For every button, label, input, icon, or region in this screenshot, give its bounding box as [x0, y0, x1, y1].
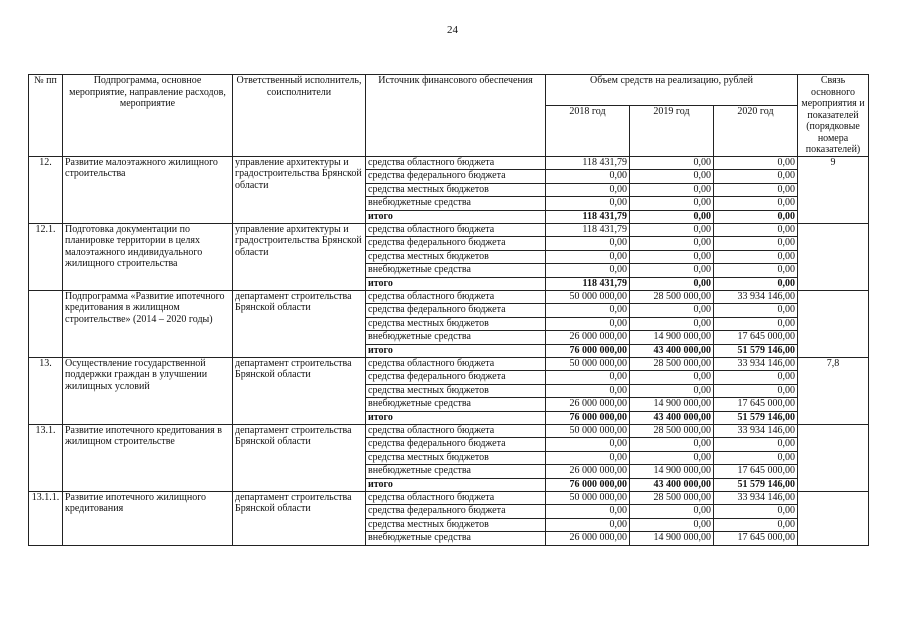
indicator-link: [798, 491, 869, 545]
amount-2018: 118 431,79: [546, 210, 630, 223]
executor-name: управление архитектуры и градостроительства Брянской области: [233, 156, 366, 223]
amount-2020: 33 934 146,00: [714, 357, 798, 371]
amount-2020: 0,00: [714, 170, 798, 184]
amount-2020: 0,00: [714, 183, 798, 197]
program-name: Развитие ипотечного жилищного кредитования: [63, 491, 233, 545]
funding-table: [28, 74, 869, 546]
table-body: [29, 156, 869, 545]
amount-2018: 0,00: [546, 451, 630, 465]
amount-2020: 17 645 000,00: [714, 532, 798, 546]
amount-2018: 0,00: [546, 237, 630, 251]
amount-2019: 0,00: [630, 384, 714, 398]
amount-2020: 0,00: [714, 371, 798, 385]
funding-source: средства областного бюджета: [366, 424, 546, 438]
funding-source: средства областного бюджета: [366, 223, 546, 237]
amount-2019: 43 400 000,00: [630, 411, 714, 424]
header-year-2020: 2020 год: [714, 105, 798, 156]
amount-2019: 0,00: [630, 170, 714, 184]
amount-2019: 28 500 000,00: [630, 491, 714, 505]
amount-2019: 0,00: [630, 371, 714, 385]
amount-2020: 33 934 146,00: [714, 424, 798, 438]
funding-source: внебюджетные средства: [366, 264, 546, 278]
amount-2018: 118 431,79: [546, 277, 630, 290]
table-row: [29, 424, 869, 438]
funding-source: средства областного бюджета: [366, 290, 546, 304]
funding-source: средства федерального бюджета: [366, 237, 546, 251]
amount-2019: 0,00: [630, 277, 714, 290]
amount-2018: 0,00: [546, 438, 630, 452]
amount-2020: 0,00: [714, 304, 798, 318]
amount-2018: 0,00: [546, 183, 630, 197]
funding-source: внебюджетные средства: [366, 331, 546, 345]
amount-2020: 51 579 146,00: [714, 411, 798, 424]
table-row: [29, 491, 869, 505]
amount-2019: 0,00: [630, 264, 714, 278]
table-header: [29, 75, 869, 157]
amount-2020: 0,00: [714, 250, 798, 264]
amount-2020: 17 645 000,00: [714, 331, 798, 345]
amount-2018: 50 000 000,00: [546, 491, 630, 505]
amount-2019: 14 900 000,00: [630, 465, 714, 479]
row-number: 13.1.: [29, 424, 63, 491]
funding-source: средства федерального бюджета: [366, 505, 546, 519]
amount-2018: 50 000 000,00: [546, 290, 630, 304]
amount-2019: 28 500 000,00: [630, 290, 714, 304]
amount-2019: 0,00: [630, 505, 714, 519]
amount-2019: 14 900 000,00: [630, 532, 714, 546]
amount-2019: 0,00: [630, 250, 714, 264]
amount-2019: 14 900 000,00: [630, 331, 714, 345]
row-number: 12.1.: [29, 223, 63, 290]
amount-2019: 0,00: [630, 156, 714, 170]
row-number: 12.: [29, 156, 63, 223]
funding-source: итого: [366, 478, 546, 491]
executor-name: департамент строительства Брянской области: [233, 357, 366, 424]
amount-2020: 51 579 146,00: [714, 344, 798, 357]
funding-source: внебюджетные средства: [366, 197, 546, 211]
amount-2018: 26 000 000,00: [546, 398, 630, 412]
funding-source: итого: [366, 277, 546, 290]
amount-2019: 0,00: [630, 317, 714, 331]
funding-source: средства областного бюджета: [366, 491, 546, 505]
amount-2018: 0,00: [546, 197, 630, 211]
executor-name: департамент строительства Брянской области: [233, 424, 366, 491]
amount-2019: 28 500 000,00: [630, 424, 714, 438]
program-name: Подготовка документации по планировке территории в целях малоэтажного индивидуального жилищного строительства: [63, 223, 233, 290]
table-row: [29, 290, 869, 304]
amount-2020: 0,00: [714, 277, 798, 290]
header-num: № пп: [29, 75, 63, 157]
amount-2018: 76 000 000,00: [546, 344, 630, 357]
row-number: 13.1.1.: [29, 491, 63, 545]
amount-2020: 0,00: [714, 451, 798, 465]
funding-source: внебюджетные средства: [366, 398, 546, 412]
amount-2019: 0,00: [630, 197, 714, 211]
table-row: [29, 156, 869, 170]
amount-2018: 0,00: [546, 170, 630, 184]
amount-2019: 0,00: [630, 223, 714, 237]
amount-2018: 0,00: [546, 250, 630, 264]
amount-2018: 50 000 000,00: [546, 357, 630, 371]
header-year-2018: 2018 год: [546, 105, 630, 156]
amount-2019: 0,00: [630, 210, 714, 223]
amount-2020: 17 645 000,00: [714, 465, 798, 479]
indicator-link: [798, 290, 869, 357]
funding-source: внебюджетные средства: [366, 532, 546, 546]
amount-2020: 0,00: [714, 518, 798, 532]
amount-2018: 26 000 000,00: [546, 532, 630, 546]
amount-2018: 0,00: [546, 384, 630, 398]
amount-2020: 0,00: [714, 438, 798, 452]
amount-2019: 43 400 000,00: [630, 344, 714, 357]
indicator-link: 9: [798, 156, 869, 223]
row-number: [29, 290, 63, 357]
funding-source: средства местных бюджетов: [366, 518, 546, 532]
amount-2018: 0,00: [546, 304, 630, 318]
amount-2019: 0,00: [630, 518, 714, 532]
amount-2019: 0,00: [630, 304, 714, 318]
program-name: Осуществление государственной поддержки граждан в улучшении жилищных условий: [63, 357, 233, 424]
funding-source: средства местных бюджетов: [366, 183, 546, 197]
funding-source: средства местных бюджетов: [366, 317, 546, 331]
funding-source: средства местных бюджетов: [366, 451, 546, 465]
funding-source: внебюджетные средства: [366, 465, 546, 479]
indicator-link: [798, 223, 869, 290]
table-row: [29, 357, 869, 371]
amount-2018: 0,00: [546, 505, 630, 519]
funding-source: средства местных бюджетов: [366, 384, 546, 398]
funding-source: средства местных бюджетов: [366, 250, 546, 264]
funding-source: средства федерального бюджета: [366, 304, 546, 318]
amount-2019: 0,00: [630, 451, 714, 465]
amount-2018: 0,00: [546, 317, 630, 331]
amount-2020: 0,00: [714, 505, 798, 519]
amount-2018: 50 000 000,00: [546, 424, 630, 438]
amount-2020: 0,00: [714, 197, 798, 211]
program-name: Развитие малоэтажного жилищного строительства: [63, 156, 233, 223]
header-volume: Объем средств на реализацию, рублей: [546, 75, 798, 106]
executor-name: департамент строительства Брянской области: [233, 290, 366, 357]
funding-source: итого: [366, 411, 546, 424]
funding-source: средства федерального бюджета: [366, 170, 546, 184]
row-number: 13.: [29, 357, 63, 424]
funding-source: средства областного бюджета: [366, 357, 546, 371]
amount-2020: 0,00: [714, 384, 798, 398]
amount-2018: 0,00: [546, 371, 630, 385]
amount-2018: 118 431,79: [546, 156, 630, 170]
program-name: Подпрограмма «Развитие ипотечного кредитования в жилищном строительстве» (2014 – 2020 годы): [63, 290, 233, 357]
amount-2018: 26 000 000,00: [546, 331, 630, 345]
amount-2018: 76 000 000,00: [546, 411, 630, 424]
amount-2020: 0,00: [714, 237, 798, 251]
executor-name: управление архитектуры и градостроительства Брянской области: [233, 223, 366, 290]
amount-2020: 51 579 146,00: [714, 478, 798, 491]
amount-2019: 0,00: [630, 237, 714, 251]
funding-source: средства федерального бюджета: [366, 438, 546, 452]
amount-2018: 0,00: [546, 518, 630, 532]
amount-2019: 0,00: [630, 438, 714, 452]
amount-2018: 26 000 000,00: [546, 465, 630, 479]
header-link: Связь основного мероприятия и показателей (порядковые номера показателей): [798, 75, 869, 157]
header-year-2019: 2019 год: [630, 105, 714, 156]
header-program: Подпрограмма, основное мероприятие, направление расходов, мероприятие: [63, 75, 233, 157]
funding-source: средства областного бюджета: [366, 156, 546, 170]
header-executor: Ответственный исполнитель, соисполнители: [233, 75, 366, 157]
header-source: Источник финансового обеспечения: [366, 75, 546, 157]
indicator-link: [798, 424, 869, 491]
program-name: Развитие ипотечного кредитования в жилищном строительстве: [63, 424, 233, 491]
amount-2018: 118 431,79: [546, 223, 630, 237]
amount-2018: 76 000 000,00: [546, 478, 630, 491]
amount-2020: 0,00: [714, 210, 798, 223]
amount-2019: 14 900 000,00: [630, 398, 714, 412]
amount-2019: 28 500 000,00: [630, 357, 714, 371]
executor-name: департамент строительства Брянской области: [233, 491, 366, 545]
amount-2020: 0,00: [714, 156, 798, 170]
amount-2019: 0,00: [630, 183, 714, 197]
amount-2020: 0,00: [714, 317, 798, 331]
funding-source: итого: [366, 210, 546, 223]
table-row: [29, 223, 869, 237]
amount-2020: 33 934 146,00: [714, 491, 798, 505]
amount-2019: 43 400 000,00: [630, 478, 714, 491]
funding-source: итого: [366, 344, 546, 357]
funding-source: средства федерального бюджета: [366, 371, 546, 385]
page-number: 24: [447, 24, 458, 36]
amount-2020: 33 934 146,00: [714, 290, 798, 304]
amount-2018: 0,00: [546, 264, 630, 278]
amount-2020: 0,00: [714, 223, 798, 237]
amount-2020: 17 645 000,00: [714, 398, 798, 412]
amount-2020: 0,00: [714, 264, 798, 278]
indicator-link: 7,8: [798, 357, 869, 424]
